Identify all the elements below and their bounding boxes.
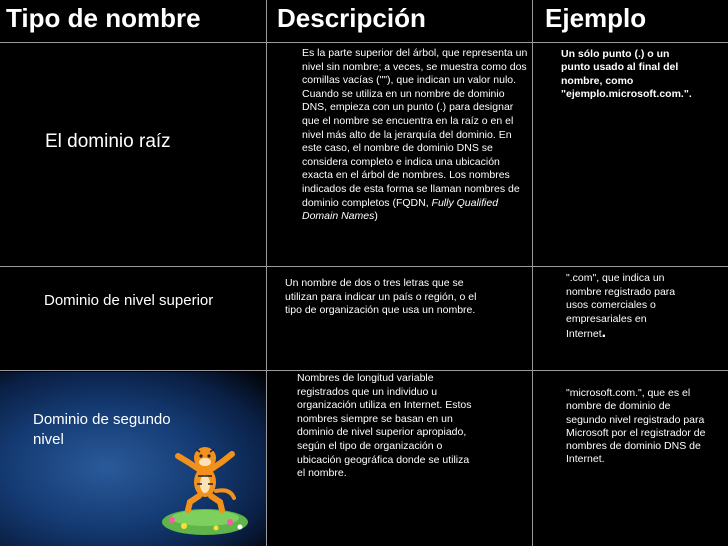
row-divider [0,42,728,43]
column-divider [266,0,267,546]
row-divider [0,266,728,267]
row-divider [0,370,728,371]
header-description: Descripción [277,3,426,33]
row-example-root: Un sólo punto (.) o un punto usado al final del nombre, como "ejemplo.microsoft.com.". [561,48,692,100]
header-example: Ejemplo [545,3,647,33]
row-description-second-level: Nombres de longitud variable registrados que un individuo u organización utiliza en Internet. Estos nombres siempre se basan en un dominio de nivel superior apropiado, según el tipo de organización o ubicación geográfica donde se utiliza el nombre. [297,372,472,480]
header-type: Tipo de nombre [6,3,201,33]
row-description-top-level: Un nombre de dos o tres letras que se utilizan para indicar un país o región, o el tipo de organización que usa un nombre. [285,277,477,317]
row-type-root: El dominio raíz [45,131,171,152]
cartoon-figure-icon [160,436,250,536]
row-type-second-level: Dominio de segundo nivel [33,411,171,448]
row-type-top-level: Dominio de nivel superior [44,292,214,309]
column-divider [532,0,533,546]
row-example-top-level: ".com", que indica un nombre registrado para usos comerciales o empresariales en Internet. [566,272,676,342]
row-example-second-level: "microsoft.com.", que es el nombre de dominio de segundo nivel registrado para Microsoft por el registrador de nombres de dominio DNS de Internet. [566,387,706,466]
row-description-root: Es la parte superior del árbol, que representa un nivel sin nombre; a veces, se muestra como dos comillas vacías (""), que indican un valor nulo. Cuando se utiliza en un nombre de dominio DNS, empieza con un punto (.) para designar que el nombre se encuentra en la raíz o en el nivel más alto de la jerarquía del dominio. En este caso, el nombre de dominio DNS se considera completo e indica una ubicación exacta en el árbol de nombres. Los nombres indicados de esta forma se llaman nombres de dominio completos (FQDN, Fully Qualified Domain Names) [302,47,528,223]
